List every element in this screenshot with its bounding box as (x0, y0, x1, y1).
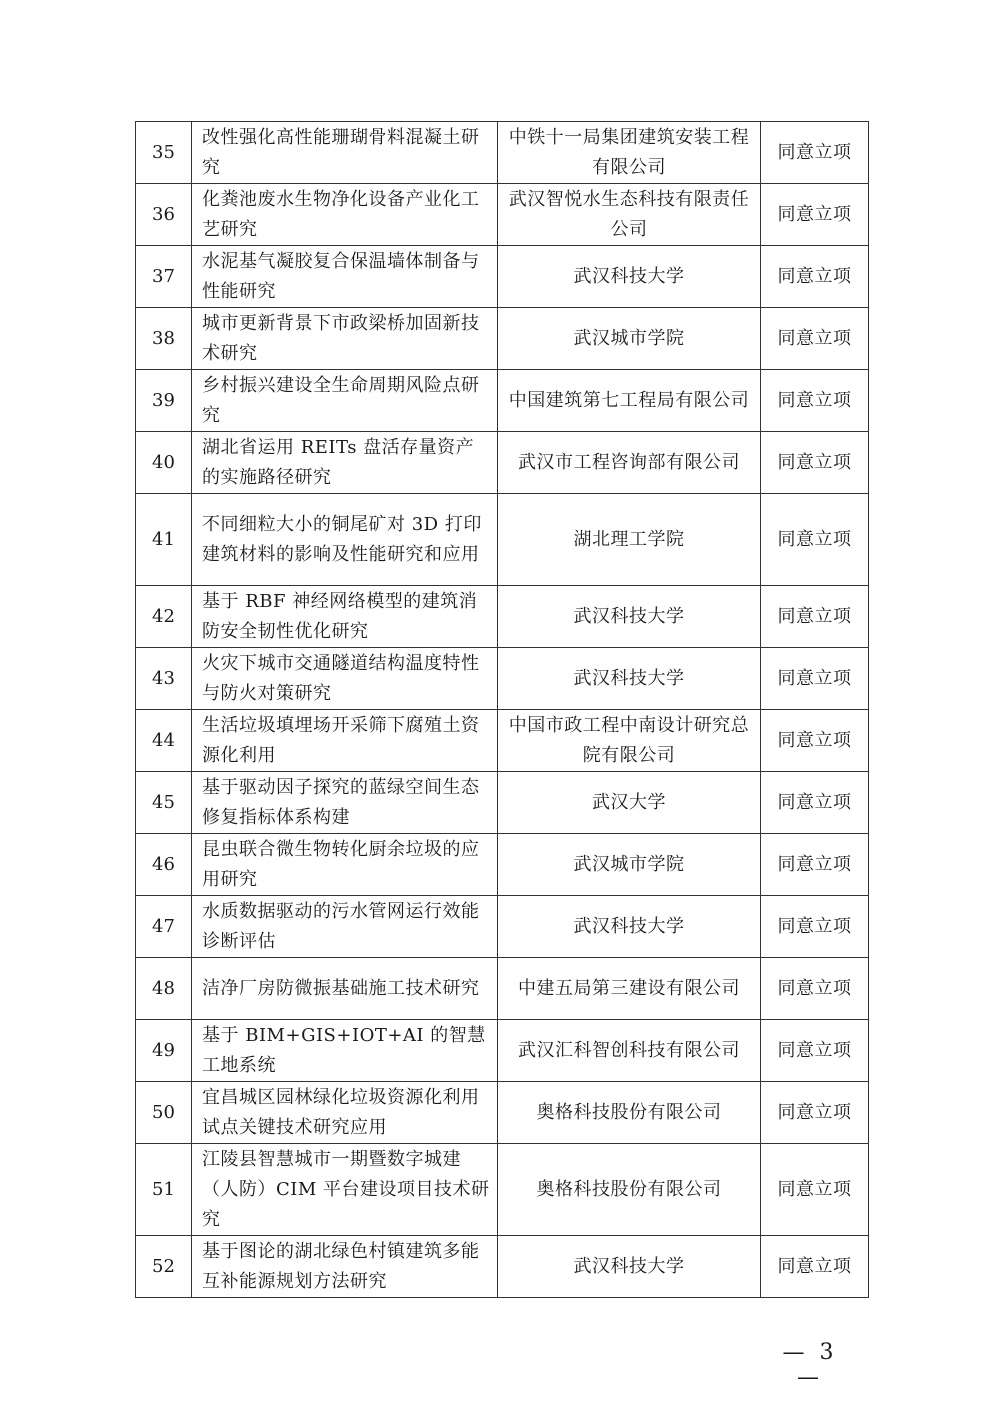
row-number-cell: 45 (136, 772, 192, 834)
table-row (136, 710, 869, 772)
table-row (136, 1236, 869, 1298)
approval-status-cell: 同意立项 (761, 772, 869, 834)
row-number-cell: 42 (136, 586, 192, 648)
row-number-cell: 48 (136, 958, 192, 1020)
organization-cell: 中建五局第三建设有限公司 (498, 958, 761, 1020)
table-row (136, 896, 869, 958)
table-row (136, 494, 869, 586)
row-number-cell: 39 (136, 370, 192, 432)
organization-cell: 奥格科技股份有限公司 (498, 1144, 761, 1236)
row-number-cell: 38 (136, 308, 192, 370)
approval-status-cell: 同意立项 (761, 122, 869, 184)
table-row (136, 122, 869, 184)
row-number-cell: 40 (136, 432, 192, 494)
row-number-cell: 47 (136, 896, 192, 958)
organization-cell: 武汉科技大学 (498, 896, 761, 958)
project-name-cell: 乡村振兴建设全生命周期风险点研究 (192, 370, 498, 432)
project-name-cell: 水质数据驱动的污水管网运行效能诊断评估 (192, 896, 498, 958)
organization-cell: 武汉城市学院 (498, 834, 761, 896)
row-number-cell: 41 (136, 494, 192, 586)
table-row (136, 648, 869, 710)
approval-status-cell: 同意立项 (761, 432, 869, 494)
project-name-cell: 基于图论的湖北绿色村镇建筑多能互补能源规划方法研究 (192, 1236, 498, 1298)
approval-status-cell: 同意立项 (761, 184, 869, 246)
project-name-cell: 不同细粒大小的铜尾矿对 3D 打印建筑材料的影响及性能研究和应用 (192, 494, 498, 586)
organization-cell: 武汉汇科智创科技有限公司 (498, 1020, 761, 1082)
project-name-cell: 洁净厂房防微振基础施工技术研究 (192, 958, 498, 1020)
table-row (136, 184, 869, 246)
row-number-cell: 43 (136, 648, 192, 710)
approval-status-cell: 同意立项 (761, 246, 869, 308)
approval-status-cell: 同意立项 (761, 308, 869, 370)
row-number-cell: 35 (136, 122, 192, 184)
project-name-cell: 火灾下城市交通隧道结构温度特性与防火对策研究 (192, 648, 498, 710)
approval-status-cell: 同意立项 (761, 834, 869, 896)
row-number-cell: 37 (136, 246, 192, 308)
project-name-cell: 昆虫联合微生物转化厨余垃圾的应用研究 (192, 834, 498, 896)
table-row (136, 1020, 869, 1082)
organization-cell: 中铁十一局集团建筑安装工程有限公司 (498, 122, 761, 184)
approval-status-cell: 同意立项 (761, 1082, 869, 1144)
table-row (136, 586, 869, 648)
approval-status-cell: 同意立项 (761, 896, 869, 958)
approval-status-cell: 同意立项 (761, 494, 869, 586)
project-name-cell: 湖北省运用 REITs 盘活存量资产的实施路径研究 (192, 432, 498, 494)
organization-cell: 武汉科技大学 (498, 246, 761, 308)
page-number: — 3 — (782, 1340, 838, 1390)
project-name-cell: 水泥基气凝胶复合保温墙体制备与性能研究 (192, 246, 498, 308)
table-row (136, 246, 869, 308)
project-name-cell: 江陵县智慧城市一期暨数字城建（人防）CIM 平台建设项目技术研究 (192, 1144, 498, 1236)
approval-status-cell: 同意立项 (761, 1144, 869, 1236)
table-row (136, 772, 869, 834)
organization-cell: 武汉大学 (498, 772, 761, 834)
table-row (136, 958, 869, 1020)
organization-cell: 中国市政工程中南设计研究总院有限公司 (498, 710, 761, 772)
row-number-cell: 44 (136, 710, 192, 772)
table-row (136, 432, 869, 494)
organization-cell: 湖北理工学院 (498, 494, 761, 586)
approval-status-cell: 同意立项 (761, 1236, 869, 1298)
row-number-cell: 52 (136, 1236, 192, 1298)
project-name-cell: 宜昌城区园林绿化垃圾资源化利用试点关键技术研究应用 (192, 1082, 498, 1144)
organization-cell: 武汉市工程咨询部有限公司 (498, 432, 761, 494)
organization-cell: 武汉智悦水生态科技有限责任公司 (498, 184, 761, 246)
row-number-cell: 51 (136, 1144, 192, 1236)
organization-cell: 武汉科技大学 (498, 648, 761, 710)
table-row (136, 370, 869, 432)
row-number-cell: 49 (136, 1020, 192, 1082)
table-row (136, 308, 869, 370)
table-body (136, 122, 869, 1298)
row-number-cell: 50 (136, 1082, 192, 1144)
approval-status-cell: 同意立项 (761, 586, 869, 648)
table-row (136, 1082, 869, 1144)
table-row (136, 1144, 869, 1236)
organization-cell: 武汉科技大学 (498, 1236, 761, 1298)
organization-cell: 武汉城市学院 (498, 308, 761, 370)
approval-status-cell: 同意立项 (761, 370, 869, 432)
project-name-cell: 基于 BIM+GIS+IOT+AI 的智慧工地系统 (192, 1020, 498, 1082)
row-number-cell: 46 (136, 834, 192, 896)
project-name-cell: 改性强化高性能珊瑚骨料混凝土研究 (192, 122, 498, 184)
organization-cell: 中国建筑第七工程局有限公司 (498, 370, 761, 432)
project-name-cell: 基于驱动因子探究的蓝绿空间生态修复指标体系构建 (192, 772, 498, 834)
table-row (136, 834, 869, 896)
project-name-cell: 基于 RBF 神经网络模型的建筑消防安全韧性优化研究 (192, 586, 498, 648)
project-name-cell: 城市更新背景下市政梁桥加固新技术研究 (192, 308, 498, 370)
row-number-cell: 36 (136, 184, 192, 246)
organization-cell: 武汉科技大学 (498, 586, 761, 648)
project-name-cell: 生活垃圾填埋场开采筛下腐殖土资源化利用 (192, 710, 498, 772)
approval-status-cell: 同意立项 (761, 1020, 869, 1082)
approval-status-cell: 同意立项 (761, 710, 869, 772)
approval-status-cell: 同意立项 (761, 648, 869, 710)
project-name-cell: 化粪池废水生物净化设备产业化工艺研究 (192, 184, 498, 246)
approval-status-cell: 同意立项 (761, 958, 869, 1020)
project-approval-table (135, 121, 869, 1298)
organization-cell: 奥格科技股份有限公司 (498, 1082, 761, 1144)
